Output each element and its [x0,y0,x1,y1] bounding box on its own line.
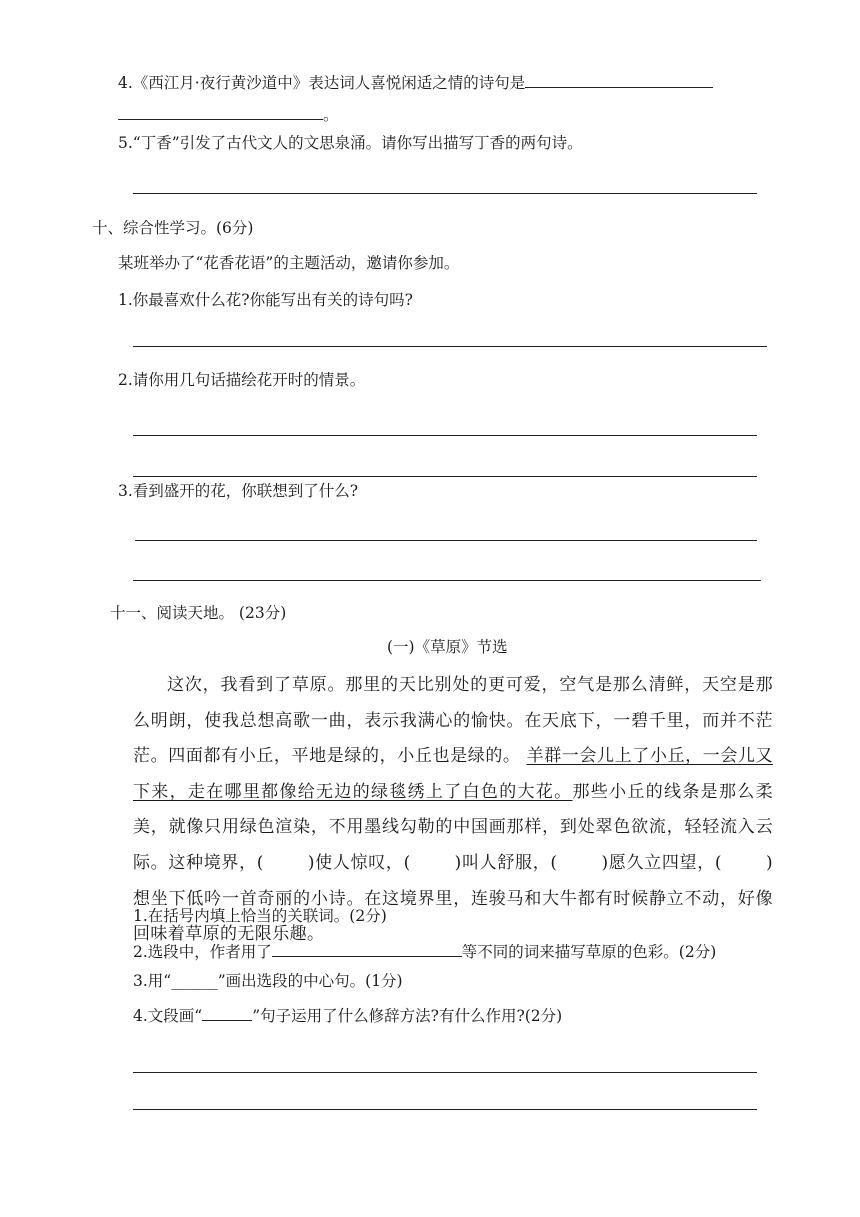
underscore-mark: ______ [171,972,218,990]
section-11-title: 十一、阅读天地。 (23分) [110,604,287,622]
passage-segment: 使人惊叹， [314,852,404,873]
passage-segment: 这次，我看到了草原。那里的天比别处的更可爱，空气是那么清鲜，天空是那么明朗，使我总想高歌一曲，表示我满心的愉快。在天底下，一碧千里，而并不茫茫。四面都有小丘，平地是绿的，小丘也是绿的。 [133,675,773,767]
question-11-2 [133,942,716,962]
answer-line[interactable] [133,1109,757,1110]
question-text: 2.选段中，作者用了 [133,943,272,961]
question-11-3 [133,971,403,991]
question-9-5: 5.“丁香”引发了古代文人的文思泉涌。请你写出描写丁香的两句诗。 [118,134,583,152]
passage-segment: 想坐下低吟一首奇丽的小诗。在这境界里，连骏马和大牛都有时候静立不动，好像回味着草原的无限乐趣。 [133,888,773,945]
answer-blank[interactable] [272,942,462,957]
answer-line[interactable] [135,540,757,541]
answer-line[interactable] [133,193,757,194]
passage-segment: 叫人舒服， [461,852,551,873]
question-9-4 [118,73,713,93]
answer-line[interactable] [133,1072,757,1073]
answer-blank[interactable] [118,105,323,120]
passage-segment: 那些小丘的线条是那么柔美，就像只用绿色渲染，不用墨线勾勒的中国画那样，到处翠色欲流，轻轻流入云际。这种境界， [133,781,773,873]
question-10-2: 2.请你用几句话描绘花开时的情景。 [118,371,366,389]
section-10-title: 十、综合性学习。(6分) [92,219,254,237]
answer-blank[interactable] [525,73,713,88]
underlined-sentence: 羊群一会儿上了小丘，一会儿又下来，走在哪里都像给无边的绿毯绣上了白色的大花。 [133,746,773,802]
answer-line[interactable] [133,580,761,581]
question-text: 4.文段画“ [133,1007,203,1025]
passage-segment: 愿久立四望， [608,852,715,873]
question-11-1: 1.在括号内填上恰当的关联词。(2分) [133,907,387,925]
section-10-intro: 某班举办了“花香花语”的主题活动，邀请你参加。 [118,254,460,272]
question-text: 4.《西江月·夜行黄沙道中》表达词人喜悦闲适之情的诗句是 [118,74,526,92]
question-text: ”画出选段的中心句。(1分) [217,972,403,990]
question-text: ”句子运用了什么修辞方法?有什么作用?(2分) [252,1007,563,1025]
answer-line[interactable] [133,346,767,347]
question-9-4-continued [118,105,339,125]
answer-line[interactable] [133,435,757,436]
passage-title: (一)《草原》节选 [387,638,508,656]
period: 。 [323,106,339,124]
answer-line[interactable] [133,476,757,477]
question-text: 3.用“ [133,972,172,990]
question-text: 等不同的词来描写草原的色彩。(2分) [461,943,717,961]
passage-text: 这次，我看到了草原。那里的天比别处的更可爱，空气是那么清鲜，天空是那么明朗，使我总想高歌一曲，表示我满心的愉快。在天底下，一碧千里，而并不茫茫。四面都有小丘，平地是绿的，小丘也是绿的。 羊群一会儿上了小丘，一会儿又下来，走在哪里都像给无边的绿毯绣上了白色的大花。那些小丘的线条是那么柔美，就像只用绿色渲染，不用墨线勾勒的中国画那样，到处翠色欲流，轻轻流入云际。这种境界，( )使人惊叹，( )叫人舒服，( )愿久立四望，( )想坐下低吟一首奇丽的小诗。在这境界里，连骏马和大牛都有时候静立不动，好像回味着草原的无限乐趣。 [133,675,774,945]
question-10-3: 3.看到盛开的花，你联想到了什么? [118,482,359,500]
underline-mark [202,1006,252,1021]
question-11-4 [133,1006,562,1026]
question-10-1: 1.你最喜欢什么花?你能写出有关的诗句吗? [118,291,413,309]
